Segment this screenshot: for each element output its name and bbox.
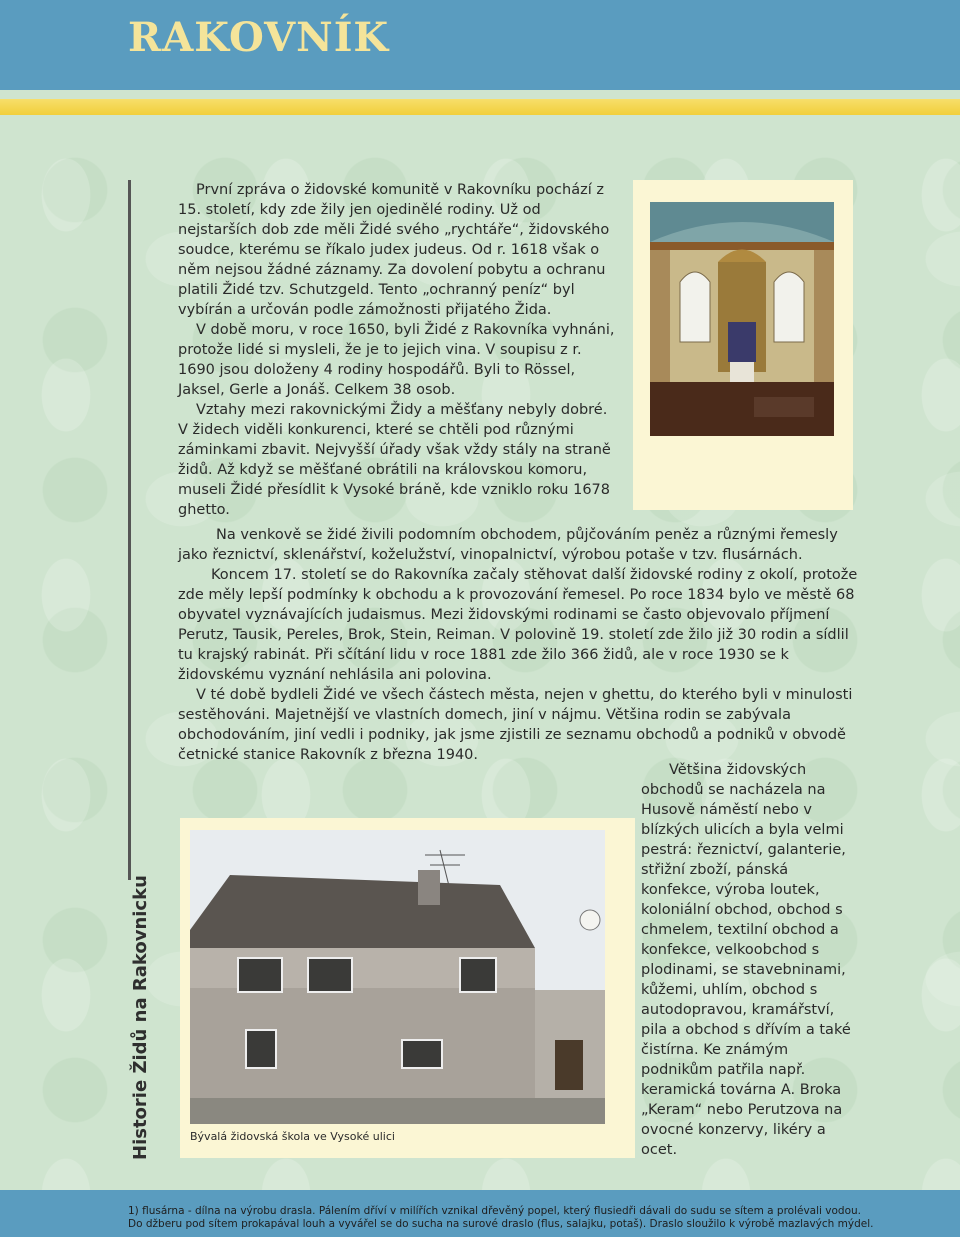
page-title: RAKOVNÍK bbox=[128, 14, 390, 61]
shops-text bbox=[641, 760, 856, 1160]
vertical-section-title: Historie Židů na Rakovnicku bbox=[130, 875, 151, 1160]
photo-caption: Bývalá židovská škola ve Vysoké ulici bbox=[190, 1130, 395, 1143]
main-paragraph: Na venkově se židé živili podomním obchodem, půjčováním peněz a různými řemesly jako řeznictví, sklenářství, koželužství, vinopalnictví, výrobou potaše v tzv. flusárnách. bbox=[178, 527, 838, 563]
yellow-stripe bbox=[0, 99, 960, 115]
main-text bbox=[178, 525, 858, 765]
intro-paragraph: První zpráva o židovské komunitě v Rakovníku pochází z 15. století, kdy zde žily jen ojedinělé rodiny. Už od nejstarších dob zde měli Židé svého „rychtáře“, židovského soudce, kterému se říkalo judex judeus. Od r. 1618 však o něm nejsou žádné záznamy. Za dovolení pobytu a ochranu platili Židé tzv. Schutzgeld. Tento „ochranný peníz“ byl vybírán a určován podle zámožnosti přijatého Žida. bbox=[178, 182, 610, 318]
footnote-line: Do džberu pod sítem prokapával louh a vyvářel se do sucha na surové draslo (flus, salajku, potaš). Draslo sloužilo k výrobě mazlavých mýdel. bbox=[128, 1218, 874, 1230]
vertical-rule bbox=[128, 180, 131, 880]
intro-text bbox=[178, 180, 618, 520]
main-paragraph: Koncem 17. století se do Rakovníka začaly stěhovat další židovské rodiny z okolí, protože zde měly lepší podmínky k obchodu a k provozování řemesel. Po roce 1834 bylo ve městě 68 obyvatel vyznávajících judaismus. Mezi židovskými rodinami se často objevovalo příjmení Perutz, Tausik, Pereles, Brok, Stein, Reiman. V polovině 19. století zde žilo již 30 rodin a sídlil tu krajský rabinát. Při sčítání lidu v roce 1881 zde žilo 366 židů, ale v roce 1930 se k židovskému vyznání nehlásila ani polovina. bbox=[178, 567, 858, 683]
synagogue-interior-photo bbox=[650, 202, 834, 436]
footnote-line: 1) flusárna - dílna na výrobu drasla. Pálením dříví v milířích vznikal dřevěný popel, který flusiedři dávali do sudu se sítem a prolévali vodou. bbox=[128, 1205, 861, 1217]
intro-paragraph: Vztahy mezi rakovnickými Židy a měšťany nebyly dobré. V židech viděli konkurenci, které se chtěli pod různými záminkami zbavit. Nejvyšší úřady však vždy stály na straně židů. Až když se měšťané obrátili na královskou komoru, museli Židé přesídlit k Vysoké bráně, kde vzniklo roku 1678 ghetto. bbox=[178, 402, 611, 518]
footnote bbox=[128, 1205, 928, 1231]
shops-paragraph: Většina židovských obchodů se nacházela na Husově náměstí nebo v blízkých ulicích a byla velmi pestrá: řeznictví, galanterie, střižní zboží, pánská konfekce, výroba loutek, koloniální obchod, obchod s chmelem, textilní obchod a konfekce, velkoobchod s plodinami, se stavebninami, kůžemi, uhlím, obchod s autodopravou, kramářství, pila a obchod s dřívím a také čistírna. Ke známým podnikům patřila např. keramická továrna A. Broka „Keram“ nebo Perutzova na ovocné konzervy, likéry a ocet. bbox=[641, 762, 851, 1158]
main-paragraph: V té době bydleli Židé ve všech částech města, nejen v ghettu, do kterého byli v minulosti sestěhováni. Majetnější ve vlastních domech, jiní v nájmu. Většina rodin se zabývala obchodováním, jiní vedli i podniky, jak jsme zjistili ze seznamu obchodů a podniků v obvodě četnické stanice Rakovník z března 1940. bbox=[178, 687, 853, 763]
intro-paragraph: V době moru, v roce 1650, byli Židé z Rakovníka vyhnáni, protože lidé si mysleli, že je to jejich vina. V soupisu z r. 1690 jsou doloženy 4 rodiny hospodářů. Byli to Rössel, Jaksel, Gerle a Jonáš. Celkem 38 osob. bbox=[178, 322, 615, 398]
former-school-photo bbox=[190, 830, 605, 1124]
